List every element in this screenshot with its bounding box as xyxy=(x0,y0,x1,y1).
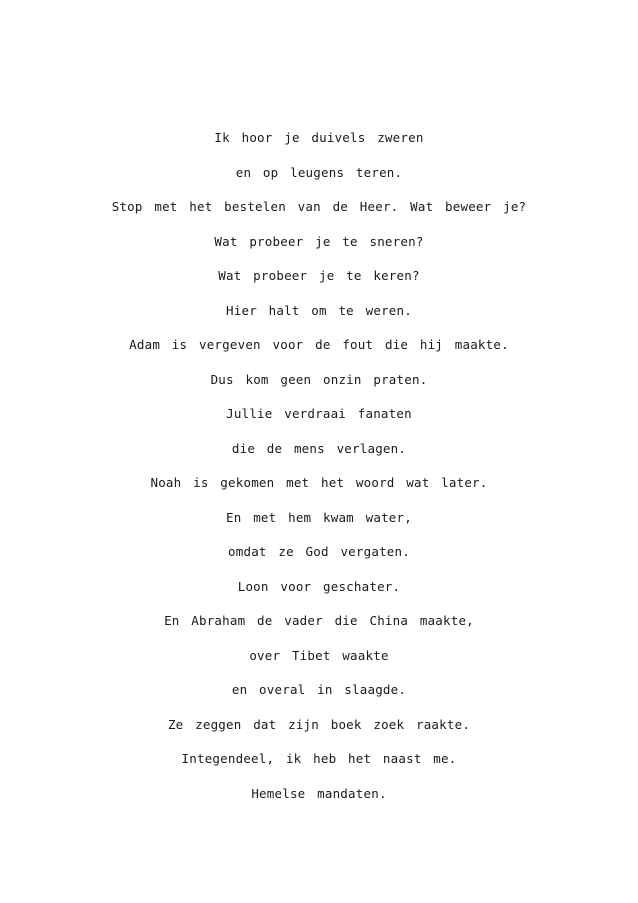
poem-line: Integendeel, ik heb het naast me. xyxy=(181,751,457,766)
poem-text xyxy=(0,121,638,811)
poem-line: over Tibet waakte xyxy=(249,647,389,663)
poem-line: En Abraham de vader die China maakte, xyxy=(164,613,474,628)
poem-line: Jullie verdraai fanaten xyxy=(226,406,412,421)
poem-line: En met hem kwam water, xyxy=(226,509,412,525)
poem-line: Hemelse mandaten. xyxy=(251,785,387,801)
poem-line: Ik hoor je duivels zweren xyxy=(214,130,424,145)
poem-line: Loon voor geschater. xyxy=(237,578,401,594)
poem-line: Noah is gekomen met het woord wat later. xyxy=(150,475,488,490)
poem-line: Wat probeer je te keren? xyxy=(218,268,420,283)
poem-line: en overal in slaagde. xyxy=(231,682,407,697)
poem-line: Hier halt om te weren. xyxy=(226,302,412,318)
poem-line: omdat ze God vergaten. xyxy=(228,544,410,559)
poem-line: en op leugens teren. xyxy=(235,164,403,180)
poem-line: Wat probeer je te sneren? xyxy=(214,233,424,249)
poem-line: Ze zeggen dat zijn boek zoek raakte. xyxy=(167,716,471,732)
poem-line: Adam is vergeven voor de fout die hij maakte. xyxy=(129,337,509,352)
poem-line: Stop met het bestelen van de Heer. Wat beweer je? xyxy=(111,199,527,214)
poem-line: die de mens verlagen. xyxy=(231,440,407,456)
poem-line: Dus kom geen onzin praten. xyxy=(210,371,428,387)
